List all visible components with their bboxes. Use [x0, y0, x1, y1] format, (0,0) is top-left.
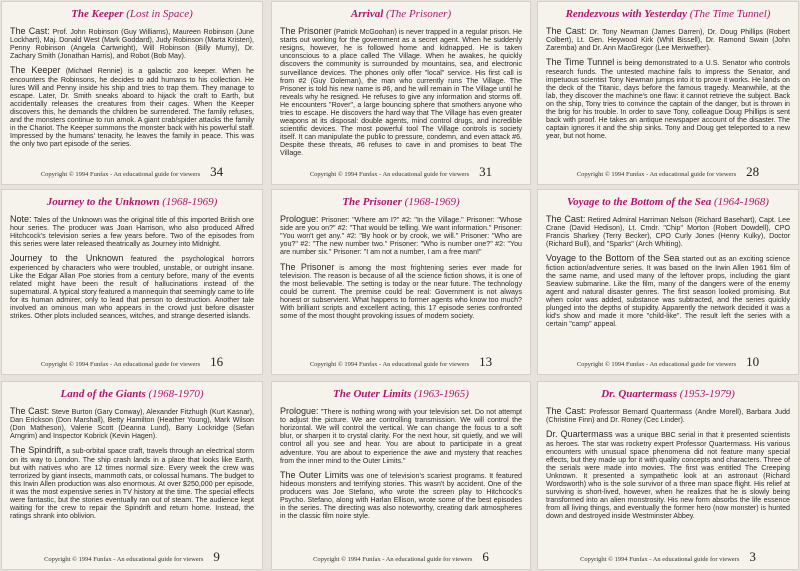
- card-paragraph: The Time Tunnel is being demonstrated to a U.S. Senator who controls research funds. The untested machine fails to impress the Senator, and impetuous scientist Tony Newman jumps into it to prove it works. He lands on the deck of the Titanic, days before the famous tragedy. Meanwhile, at the lab, they discover the machine's one flaw: it cannot retrieve the subject. Back on the ship, Tony tries to convince the captain of the danger, but is thrown in the brig for his trouble. In order to save Tony, colleague Doug Phillips is sent back with proof. He takes an antique newspaper account of the disaster. The captain ignores it and the ship sinks. Tony and Doug get teleported to a new year, but not home.: [546, 57, 790, 141]
- card-arrival: [271, 1, 531, 185]
- card-number: 31: [479, 164, 493, 179]
- card-footer: Copyright © 1994 Funfax - An educational guide for viewers 9: [44, 549, 220, 564]
- card-title: Land of the Giants (1968-1970): [60, 388, 204, 400]
- card-footer: Copyright © 1994 Funfax - An educational guide for viewers 28: [576, 164, 760, 179]
- card-rendezvous-with-yesterday: [537, 1, 799, 185]
- card-title: Arrival (The Prisoner): [350, 8, 452, 20]
- card-dr-quartermass: [537, 381, 799, 570]
- card-paragraph: Prologue: "There is nothing wrong with your television set. Do not attempt to adjust the picture. We are controlling transmission. We will control the horizontal. We will control the vertical. We can change the focus to a soft blur, or sharpen it to crystal clarity. For the next hour, sit quietly, and we will control all you see and hear. You are about to participate in a great adventure. You are about to experience the awe and mystery that reaches from the inner mind to the Outer Limits.": [280, 406, 522, 465]
- card-footer: Copyright © 1994 Funfax - An educational guide for viewers 34: [40, 164, 224, 179]
- card-voyage-to-the-bottom-of-the-sea: [537, 189, 799, 375]
- card-footer: Copyright © 1994 Funfax - An educational guide for viewers 10: [576, 354, 760, 369]
- card-the-outer-limits: [271, 381, 531, 570]
- card-number: 10: [746, 354, 760, 369]
- card-number: 6: [482, 549, 489, 564]
- card-land-of-the-giants: [1, 381, 263, 570]
- card-paragraph: Note: Tales of the Unknown was the original title of this imported British one hour series. The producer was Joan Harrison, who also produced Alfred Hitchcock's television series a few years before. Two of the episodes from this series were later released theatrically as Journey into Midnight.: [10, 214, 255, 249]
- card-paragraph: Dr. Quartermass was a unique BBC serial in that it presented scientists as heroes. The star was rocketry expert Professor Quartermass. His various encounters with unusual space phenomena did not feature many special effects, but they made up for it with quality concepts and characters. Three of the serials were made into movies. The first was entitled The Creeping Unknown. It presented a sympathetic look at an astronaut (Richard Wordsworth) who is the sole survivor of a three man space flight. His relief at surviving is short-lived, however, when he realizes that he is slowly being transformed into an alien monstrosity. His new form absorbs the life essence from all living things, and eventually the former hero (now monster) is hunted down and destroyed inside Westminster Abbey.: [546, 429, 791, 521]
- card-paragraph: Prologue: Prisoner: "Where am I?" #2: "In the Village." Prisoner: "Whose side are you on?" #2: "That would be telling. We want information." Prisoner: "You won't get any." #2: "By hook or by crook, we will." Prisoner: "Who are you?" #2: "The new number two." Prisoner: "Who is number one?" #2: "You are number six." Prisoner: "I am not a number, I am a free man!": [280, 214, 522, 257]
- card-number: 9: [213, 549, 220, 564]
- card-footer: Copyright © 1994 Funfax - An educational guide for viewers 13: [309, 354, 493, 369]
- card-title: The Prisoner (1968-1969): [342, 196, 460, 208]
- card-title: Journey to the Unknown (1968-1969): [46, 196, 218, 208]
- card-title: The Keeper (Lost in Space): [71, 8, 193, 20]
- card-title: Voyage to the Bottom of the Sea (1964-1968): [567, 196, 769, 208]
- card-number: 28: [746, 164, 760, 179]
- card-footer: Copyright © 1994 Funfax - An educational guide for viewers 3: [580, 549, 756, 564]
- card-paragraph: The Outer Limits was one of television's scariest programs. It featured hideous monsters and terrifying stories. This wasn't by accident. One of the producers was Joe Stefano, who wrote the screen play to Hitchcock's Psycho. Stefano, along with Harlan Ellison, wrote some of the best episodes in the series. The directing was also noteworthy, creating dark atmospheres in the classic film noire style.: [280, 469, 522, 521]
- card-paragraph: The Prisoner is among the most frightening series ever made for television. The reason is because of all the science fiction shows, it is one of the most believable. The setting is today or the near future. The technology could be current. The premise could be real: Government is not always honest or subservient. What happens to former agents who know too much? With brilliant scripts and excellent acting, this 17 episode series confronted some of the most thought provoking issues of modern society.: [280, 261, 522, 321]
- card-paragraph: The Cast: Retired Admiral Harriman Nelson (Richard Basehart), Capt. Lee Crane (David Hedison), Lt. Cmdr. "Chip" Morton (Robert Dowdell), CPO Francis Sharkey (Terry Becker), CPO Curly Jones (Henry Kulky), Doctor (Richard Bull), and "Sparks" (Arch Whiting).: [546, 214, 791, 249]
- card-title: The Outer Limits (1963-1965): [333, 388, 469, 400]
- card-the-keeper: [1, 1, 263, 185]
- card-number: 16: [210, 354, 224, 369]
- card-the-prisoner: [271, 189, 531, 375]
- card-paragraph: The Cast: Prof. John Robinson (Guy Williams), Maureen Robinson (June Lockhart), Maj. Donald West (Mark Goddard), Judy Robinson (Marta Kristen), Penny Robinson (Angela Cartwright), Will Robinson (Billy Mumy), Dr. Zachary Smith (Jonathan Harris), and Robot (Bob May).: [10, 26, 255, 61]
- card-number: 3: [749, 549, 756, 564]
- card-paragraph: The Spindrift, a sub-orbital space craft, travels through an electrical storm on its way to London. The ship crash lands in a place that looks like Earth, but with natives who are 12 times normal size. Every week the crew was terrorized by giant insects, mammoth cats, or colossal humans. The budget to this Irwin Allen production was also enormous. At over $250,000 per episode, it was the most expensive series in TV history at the time. The special effects were fantastic, but the stories eventually ran out of steam. The audience kept waiting for the crew to repair the Spindrift and return home. Instead, the ratings shrank into oblivion.: [10, 445, 254, 521]
- card-paragraph: Voyage to the Bottom of the Sea started out as an exciting science fiction action/adventure series. It was based on the Irwin Allen 1961 film of the same name, and used many of the leftover props, including the giant Seaview submarine. Like the film, many of the dangers were of the enemy agent and natural disaster genres. The first season looked promising. But when color was added, substance was subtracted, and the series quickly plunged into the depths of stupidity. Apparently the network decided it was a kid's show and made it more "child-like". The result left the series with a certain "camp" appeal.: [546, 253, 790, 329]
- card-footer: Copyright © 1994 Funfax - An educational guide for viewers 31: [309, 164, 493, 179]
- card-number: 13: [479, 354, 493, 369]
- card-footer: Copyright © 1994 Funfax - An educational guide for viewers 6: [313, 549, 489, 564]
- card-paragraph: The Prisoner (Patrick McGoohan) is never trapped in a regular prison. He starts out working for the government as a secret agent. When he suddenly resigns, however, he is followed home and kidnapped. He is taken unconscious to a place called The Village. When he awakes, he quickly discovers the community is surrounded by mountains, sea, and electronic surveillance devices. The phones only offer "local" service. His first call is from #2 (Guy Doleman), the man who currently runs The Village. The Prisoner is told his new name is #6, and he will remain in The Village until he reveals why he resigned. He refuses to give any information and storms off. He encounters "Rover", a large bouncing sphere that smothers anyone who tries to escape. He discovers the hard way that The Village has even greater weapons at its disposal: double agents, mind control drugs, and incredible scientific devices. The most powerful tool The Village controls is society itself. It can manipulate the public to pressure, condemn, and even attack #6. Despite these threats, #6 refuses to cave in and promises to beat The Village.: [280, 26, 522, 158]
- card-paragraph: The Cast: Dr. Tony Newman (James Darren), Dr. Doug Phillips (Robert Colbert), Lt. Gen. Heywood Kirk (Whit Bissell), Dr. Ramond Swain (John Zaremba) and Dr. Ann MacGregor (Lee Meriwether).: [546, 26, 790, 53]
- card-title: Rendezvous with Yesterday (The Time Tunnel): [565, 8, 771, 20]
- card-journey-to-the-unknown: [1, 189, 263, 375]
- card-title: Dr. Quartermass (1953-1979): [601, 388, 735, 400]
- card-footer: Copyright © 1994 Funfax - An educational guide for viewers 16: [40, 354, 224, 369]
- card-paragraph: The Cast: Steve Burton (Gary Conway), Alexander Fitzhugh (Kurt Kasnar), Dan Erickson (Don Marshall), Betty Hamilton (Heather Young), Mark Wilson (Don Matheson), Valerie Scott (Deanna Lund), Barry Lockridge (Sefan Arngrim) and Inspector Kobrick (Kevin Hagen).: [10, 406, 254, 441]
- card-paragraph: The Keeper (Michael Rennie) is a galactic zoo keeper. When he encounters the Robinsons, he decides to add humans to his collection. He lures Will and Penny inside his ship and tries to trap them. They manage to escape. Later, Dr. Smith sneaks aboard to hijack the craft to Earth, but accidentally releases the creatures from their cages. When the Keeper discovers this, he demands the children be surrendered. The family refuses, and the monsters continue to run amok. A giant crab/spider attacks the family in the Chariot. The Keeper summons the monster back with his powerful staff. Impressed by the humans' tenacity, he leaves the family in peace. This was the only two part episode of the series.: [10, 65, 255, 149]
- card-paragraph: The Cast: Professor Bernard Quartermass (Andre Morell), Barbara Judd (Christine Finn) and Dr. Roney (Cec Linder).: [546, 406, 791, 425]
- card-paragraph: Journey to the Unknown featured the psychological horrors experienced by characters who were troubled, unstable, or outright insane. Like the Edgar Allan Poe stories from a century before, many of the events related might have been the result of hallucinations instead of the supernatural. A typical story featured a mannequin that seemingly came to life for its human admirer, only to lead that person to destruction. Another tale involved an ominous man who appears in the crowd just before disaster strikes. Other plots included seances, witches, and strange deserted islands.: [10, 253, 254, 321]
- card-number: 34: [210, 164, 224, 179]
